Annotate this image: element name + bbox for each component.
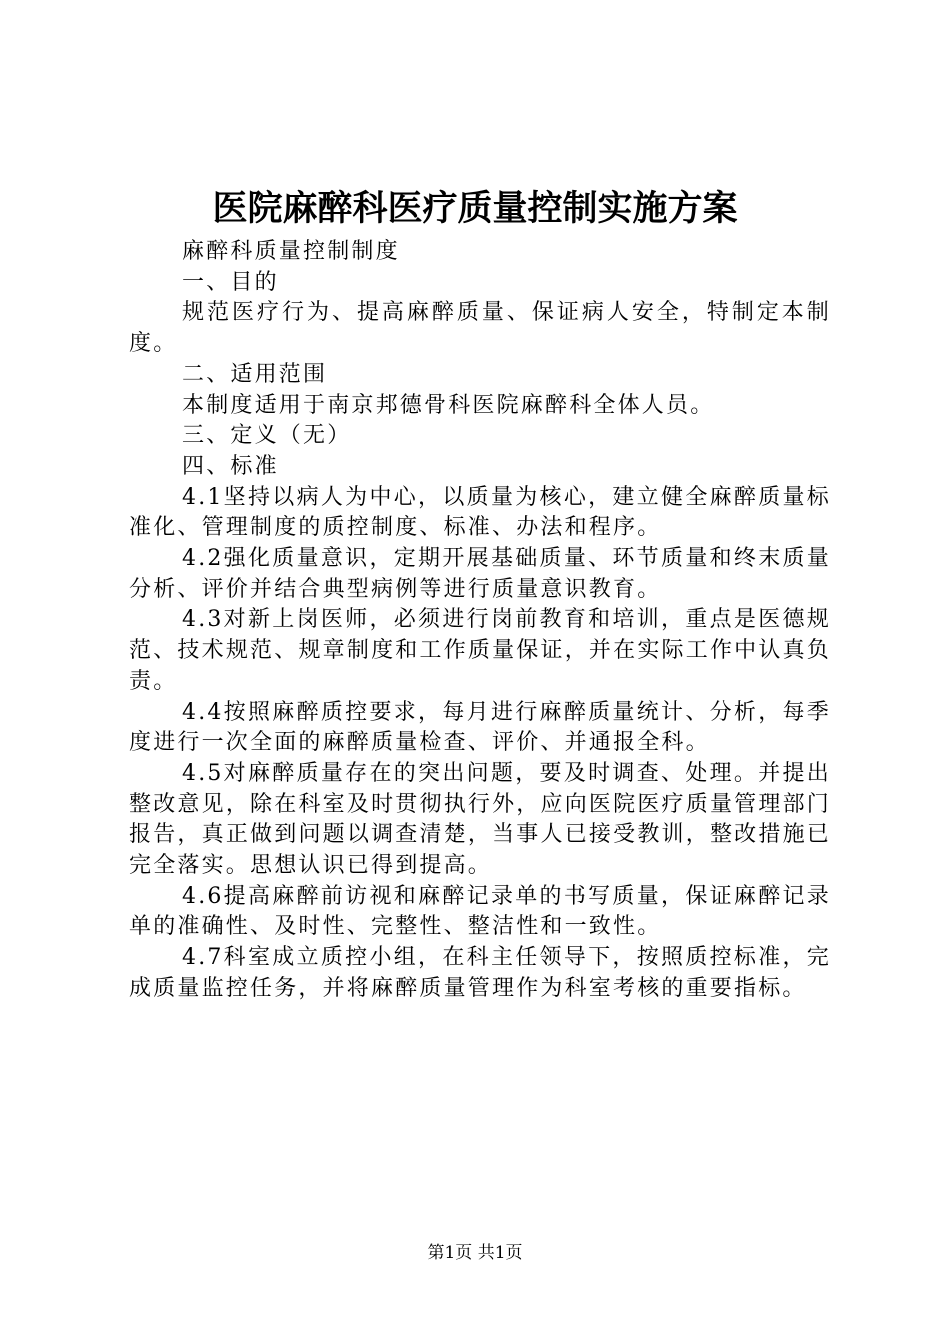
document-body [129, 237, 831, 1005]
list-item: 4.1坚持以病人为中心，以质量为核心，建立健全麻醉质量标准化、管理制度的质控制度、标准、办法和程序。 [129, 484, 831, 541]
list-item: 4.6提高麻醉前访视和麻醉记录单的书写质量，保证麻醉记录单的准确性、及时性、完整性、整洁性和一致性。 [129, 883, 831, 940]
list-item: 4.4按照麻醉质控要求，每月进行麻醉质量统计、分析，每季度进行一次全面的麻醉质量检查、评价、并通报全科。 [129, 699, 831, 756]
paragraph: 本制度适用于南京邦德骨科医院麻醉科全体人员。 [182, 392, 715, 418]
paragraph: 规范医疗行为、提高麻醉质量、保证病人安全，特制定本制度。 [129, 300, 831, 357]
list-item: 4.3对新上岗医师，必须进行岗前教育和培训，重点是医德规范、技术规范、规章制度和工作质量保证，并在实际工作中认真负责。 [129, 607, 831, 694]
section-heading: 二、适用范围 [182, 361, 328, 387]
list-item: 4.5对麻醉质量存在的突出问题，要及时调查、处理。并提出整改意见，除在科室及时贯彻执行外，应向医院医疗质量管理部门报告，真正做到问题以调查清楚，当事人已接受教训，整改措施已完全落实。思想认识已得到提高。 [129, 760, 831, 879]
list-item: 4.2强化质量意识，定期开展基础质量、环节质量和终末质量分析、评价并结合典型病例等进行质量意识教育。 [129, 546, 831, 602]
section-heading: 麻醉科质量控制制度 [182, 239, 400, 264]
page-footer: 第1页 共1页 [427, 1243, 523, 1263]
section-heading: 一、目的 [182, 269, 279, 295]
document-title: 医院麻醉科医疗质量控制实施方案 [212, 188, 738, 229]
list-item: 4.7科室成立质控小组，在科主任领导下，按照质控标准，完成质量监控任务，并将麻醉质量管理作为科室考核的重要指标。 [129, 945, 831, 1001]
section-heading: 三、定义（无） [182, 423, 352, 449]
section-heading: 四、标准 [182, 453, 279, 479]
